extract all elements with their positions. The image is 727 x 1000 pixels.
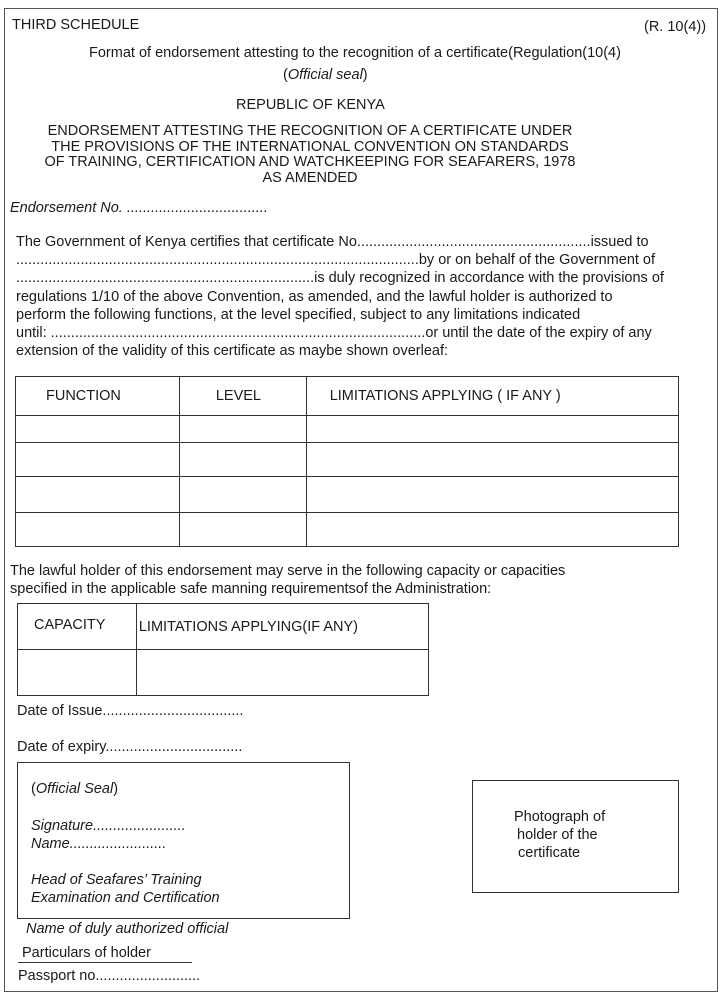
- photograph-box: [472, 780, 679, 893]
- paragraph-line: The lawful holder of this endorsement may serve in the following capacity or capacities: [10, 563, 566, 579]
- paragraph-line: until: .............................................................................................or until the date of the expiry of any: [16, 325, 652, 342]
- official-seal-label: (Official Seal): [31, 781, 119, 797]
- certification-paragraph: [16, 233, 712, 360]
- date-of-issue: Date of Issue...................................: [17, 703, 244, 719]
- paragraph-line: extension of the validity of this certificate as maybe shown overleaf:: [16, 343, 448, 360]
- regulation-reference: (R. 10(4)): [644, 19, 707, 35]
- table-row: [16, 443, 679, 477]
- title-line: OF TRAINING, CERTIFICATION AND WATCHKEEPING FOR SEAFARERS, 1978: [44, 154, 576, 171]
- capacity-header: CAPACITY: [18, 604, 137, 650]
- function-cell[interactable]: [16, 477, 180, 513]
- capacity-limitations-header: LIMITATIONS APPLYING(IF ANY): [136, 604, 428, 650]
- endorsement-number: Endorsement No. ...................................: [10, 200, 268, 216]
- paragraph-line: perform the following functions, at the level specified, subject to any limitations indicated: [16, 306, 581, 323]
- table-row: [16, 513, 679, 547]
- level-cell[interactable]: [179, 443, 306, 477]
- name-field: Name........................: [31, 836, 167, 852]
- level-header: LEVEL: [179, 377, 306, 416]
- capacity-table: [17, 603, 429, 696]
- paragraph-line: ....................................................................................................by or on behalf of the Government of: [16, 252, 656, 269]
- table-header-row: [16, 377, 679, 416]
- table-header-row: [18, 604, 429, 650]
- level-cell[interactable]: [179, 513, 306, 547]
- head-title-line2: Examination and Certification: [31, 890, 220, 906]
- limitations-cell[interactable]: [306, 513, 678, 547]
- caption-line: certificate: [518, 845, 581, 861]
- official-seal-box: [17, 762, 350, 919]
- function-header: FUNCTION: [16, 377, 180, 416]
- capacity-cell[interactable]: [18, 650, 137, 696]
- title-line: AS AMENDED: [262, 169, 358, 186]
- paragraph-line: The Government of Kenya certifies that certificate No..........................................................issued to: [16, 234, 649, 250]
- capacity-limitations-cell[interactable]: [136, 650, 428, 696]
- passport-field: Passport no..........................: [18, 968, 201, 984]
- particulars-label: Particulars of holder: [22, 945, 151, 961]
- functions-table: [15, 376, 679, 547]
- caption-line: Photograph of: [514, 809, 606, 825]
- title-line: THE PROVISIONS OF THE INTERNATIONAL CONVENTION ON STANDARDS: [51, 138, 569, 155]
- level-cell[interactable]: [179, 477, 306, 513]
- limitations-header: LIMITATIONS APPLYING ( IF ANY ): [306, 377, 678, 416]
- limitations-cell[interactable]: [306, 477, 678, 513]
- limitations-cell[interactable]: [306, 443, 678, 477]
- table-row: [18, 650, 429, 696]
- photograph-caption: [514, 808, 605, 862]
- capacity-paragraph: [10, 562, 565, 598]
- function-cell[interactable]: [16, 513, 180, 547]
- table-row: [16, 416, 679, 443]
- level-cell[interactable]: [179, 416, 306, 443]
- format-line: Format of endorsement attesting to the recognition of a certificate(Regulation(10(4): [89, 45, 621, 61]
- republic-heading: REPUBLIC OF KENYA: [236, 97, 385, 113]
- particulars-underline: [18, 962, 192, 963]
- authorized-official-label: Name of duly authorized official: [26, 921, 229, 937]
- paragraph-line: regulations 1/10 of the above Convention, as amended, and the lawful holder is authorized to: [16, 288, 613, 305]
- title-line: ENDORSEMENT ATTESTING THE RECOGNITION OF A CERTIFICATE UNDER: [47, 123, 573, 139]
- endorsement-title: [30, 124, 590, 186]
- head-title-line1: Head of Seafares’ Training: [31, 872, 202, 888]
- limitations-cell[interactable]: [306, 416, 678, 443]
- function-cell[interactable]: [16, 443, 180, 477]
- paragraph-line: ..........................................................................is duly recognized in accordance with the provisions of: [16, 270, 664, 287]
- function-cell[interactable]: [16, 416, 180, 443]
- caption-line: holder of the: [517, 827, 598, 843]
- table-row: [16, 477, 679, 513]
- paragraph-line: specified in the applicable safe manning requirementsof the Administration:: [10, 581, 492, 597]
- official-seal-caption: (Official seal): [283, 67, 368, 83]
- schedule-label: THIRD SCHEDULE: [12, 17, 140, 33]
- signature-field: Signature.......................: [31, 818, 186, 834]
- date-of-expiry: Date of expiry..................................: [17, 739, 243, 755]
